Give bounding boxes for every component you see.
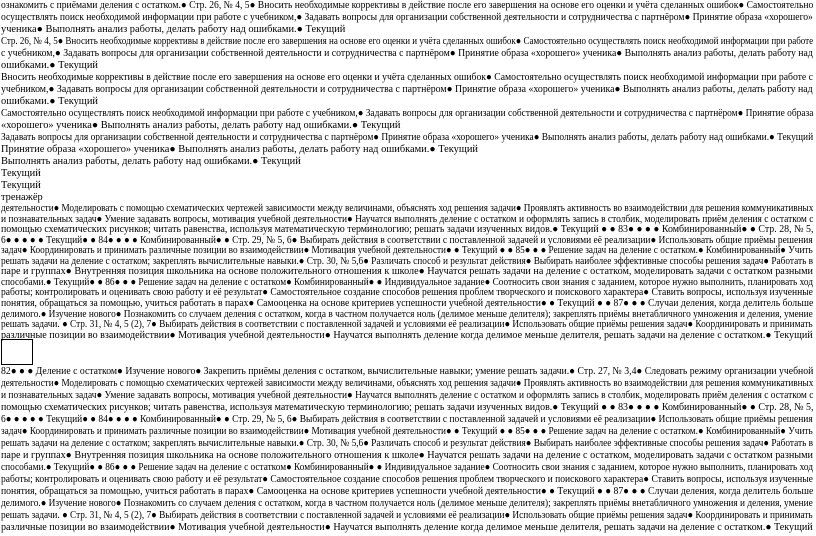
text-line: «хорошего» ученика● Выполнять анализ работы, делать работу над ошибками.● Текущий <box>1 120 401 131</box>
text-line: понятия, обращаться за помощью, учиться работать в парах● Самооценка на основе критериев успешности учебной деятельности● ● Текущий ● ● 87● ● ● Случаи деления, когда делитель больше <box>1 486 814 497</box>
text-line: решать задачи на деление с остатком; закреплять вычислительные навыки.● Стр. 30, № 5,6● Различать способ и результат действия● Выбирать наиболее эффективные способы решения задач● Работать в <box>1 438 814 449</box>
text-line: помощью схематических рисунков; читать равенства, используя математическую терминологию; решать задачи изученных видов.● Текущий ● ● 83● ● ● ● Комбинированный● ● Стр. 28, № 5, <box>1 402 814 413</box>
text-line: и познавательных задач● Умение задавать вопросы, мотивация учебной деятельности● Научатся выполнять деление с остатком и оформлять запись в столбик, моделировать приём деления с остатком с <box>1 213 814 225</box>
text-line: деятельности● Моделировать с помощью схематических чертежей зависимости между величинами, объяснять ход решения задачи● Проявлять активность во взаимодействии для решения коммуникативных <box>1 203 814 214</box>
text-line: Принятие образа «хорошего» ученика● Выполнять анализ работы, делать работу над ошибками.● Текущий <box>1 144 478 155</box>
text-line: деятельности● Моделировать с помощью схематических чертежей зависимости между величинами, объяснять ход решения задачи● Проявлять активность во взаимодействии для решения коммуникативных <box>1 378 814 389</box>
empty-table-cell <box>1 339 33 365</box>
text-line: делимого.● Изучение нового● Познакомить со случаем деления с остатком, когда в частном получается ноль (делимое меньше делителя); закреплять приёмы внетабличного умножения и деления, умение <box>1 498 813 509</box>
text-line: ознакомить с приёмами деления с остатком.● Стр. 26, № 4, 5● Вносить необходимые коррективы в действие после его завершения на основе его оценки и учёта сделанных ошибок● Самостоятельно <box>1 0 814 11</box>
text-line: различные позиции во взаимодействии● Мотивация учебной деятельности● Научатся выполнять деление когда делимое меньше делителя, решать задачи на деление с остатком.● Текущий <box>1 329 813 341</box>
text-line: Самостоятельно осуществлять поиск необходимой информации при работе с учебником,● Задавать вопросы для организации собственной деятельности и сотрудничества с партнёром● Принятие образа <box>1 108 814 119</box>
text-line: Задавать вопросы для организации собственной деятельности и сотрудничества с партнёром● Принятие образа «хорошего» ученика● Выполнять анализ работы, делать работу над ошибками.● Текущий <box>1 132 814 143</box>
text-line: Стр. 26, № 4, 5● Вносить необходимые коррективы в действие после его завершения на основе его оценки и учёта сделанных ошибок● Самостоятельно осуществлять поиск необходимой информации при работе <box>1 36 814 47</box>
text-line: ошибками.● Текущий <box>1 60 98 71</box>
text-line: осуществлять поиск необходимой информации при работе с учебником,● Задавать вопросы для организации собственной деятельности и сотрудничества с партнёром● Принятие образа «хорошего» <box>1 12 813 23</box>
text-line: способами.● Текущий● ● 86● ● ● Решение задач на деление с остатком● Комбинированный● ● Индивидуальное задание● Соотносить свои знания с заданием, которое нужно выполнить, планировать ход <box>1 276 814 288</box>
text-line: учебником,● Задавать вопросы для организации собственной деятельности и сотрудничества с партнёром● Принятие образа «хорошего» ученика● Выполнять анализ работы, делать работу над <box>1 84 813 95</box>
text-line: Текущий <box>1 180 41 191</box>
text-line: способами.● Текущий● ● 86● ● ● Решение задач на деление с остатком● Комбинированный● ● Индивидуальное задание● Соотносить свои знания с заданием, которое нужно выполнить, планировать ход <box>1 462 814 473</box>
text-line: и познавательных задач● Умение задавать вопросы, мотивация учебной деятельности● Научатся выполнять деление с остатком и оформлять запись в столбик, моделировать приём деления с остатком с <box>1 390 814 401</box>
text-line: работы; контролировать и оценивать свою работу и её результат● Самостоятельное создание способов решения проблем творческого и поискового характера● Ставить вопросы, используя изученные <box>1 474 813 485</box>
text-line: ученика● Выполнять анализ работы, делать работу над ошибками.● Текущий <box>1 24 346 35</box>
text-line: помощью схематических рисунков; читать равенства, используя математическую терминологию; решать задачи изученных видов.● Текущий ● ● 83● ● ● ● Комбинированный● ● Стр. 28, № 5, <box>1 224 814 236</box>
text-line: паре и группах● Внутренняя позиция школьника на основе положительного отношения к школе● Научатся решать задачи на деление с остатком, моделировать задачи с остатком разными <box>1 266 813 278</box>
text-line: тренажёр <box>1 192 43 203</box>
text-line: 6● ● ● ● ● Текущий● ● 84● ● ● ● Комбинированный● ● Стр. 29, № 5, 6● Выбирать действия в соответствии с поставленной задачей и условиями её реализации● Использовать общие приёмы решения <box>1 414 813 425</box>
text-line: Выполнять анализ работы, делать работу над ошибками.● Текущий <box>1 156 301 167</box>
text-line: паре и группах● Внутренняя позиция школьника на основе положительного отношения к школе● Научатся решать задачи на деление с остатком, моделировать задачи с остатком разными <box>1 450 813 461</box>
text-line: с учебником,● Задавать вопросы для организации собственной деятельности и сотрудничества с партнёром● Принятие образа «хорошего» ученика● Выполнять анализ работы, делать работу над <box>1 48 813 59</box>
text-line: решать задачи. ● Стр. 31, № 4, 5 (2), 7● Выбирать действия в соответствии с поставленной задачей и условиями её реализации● Использовать общие приёмы решения задач● Координировать и принимать <box>1 510 813 521</box>
text-line: 6● ● ● ● ● Текущий● ● 84● ● ● ● Комбинированный● ● Стр. 29, № 5, 6● Выбирать действия в соответствии с поставленной задачей и условиями её реализации● Использовать общие приёмы решения <box>1 234 813 246</box>
text-line: 82● ● ● Деление с остатком● Изучение нового● Закрепить приёмы деления с остатком, вычислительные навыки; умение решать задачи.● Стр. 27, № 3,4● Следовать режиму организации учебной <box>1 366 814 377</box>
text-line: понятия, обращаться за помощью, учиться работать в парах● Самооценка на основе критериев успешности учебной деятельности● ● Текущий ● ● 87● ● ● Случаи деления, когда делитель больше <box>1 297 814 309</box>
text-line: работы; контролировать и оценивать свою работу и её результат● Самостоятельное создание способов решения проблем творческого и поискового характера● Ставить вопросы, используя изученные <box>1 287 813 299</box>
text-line: Вносить необходимые коррективы в действие после его завершения на основе его оценки и учёта сделанных ошибок● Самостоятельно осуществлять поиск необходимой информации при работе с <box>1 72 813 83</box>
text-line: задач● Координировать и принимать различные позиции во взаимодействии● Мотивация учебной деятельности● ● Текущий ● ● 85● ● ● Решение задач на деление с остатком.● Комбинированный● Учить <box>1 426 813 437</box>
text-line: задач● Координировать и принимать различные позиции во взаимодействии● Мотивация учебной деятельности● ● Текущий ● ● 85● ● ● Решение задач на деление с остатком.● Комбинированный● Учить <box>1 245 813 257</box>
text-line: различные позиции во взаимодействии● Мотивация учебной деятельности● Научатся выполнять деление когда делимое меньше делителя, решать задачи на деление с остатком.● Текущий <box>1 522 813 533</box>
text-line: решать задачи. ● Стр. 31, № 4, 5 (2), 7● Выбирать действия в соответствии с поставленной задачей и условиями её реализации● Использовать общие приёмы решения задач● Координировать и принимать <box>1 319 813 331</box>
text-line: решать задачи на деление с остатком; закреплять вычислительные навыки.● Стр. 30, № 5,6● Различать способ и результат действия● Выбирать наиболее эффективные способы решения задач● Работать в <box>1 255 814 267</box>
text-line: делимого.● Изучение нового● Познакомить со случаем деления с остатком, когда в частном получается ноль (делимое меньше делителя); закреплять приёмы внетабличного умножения и деления, умение <box>1 308 813 320</box>
text-line: ошибками.● Текущий <box>1 96 98 107</box>
text-line: Текущий <box>1 168 41 179</box>
